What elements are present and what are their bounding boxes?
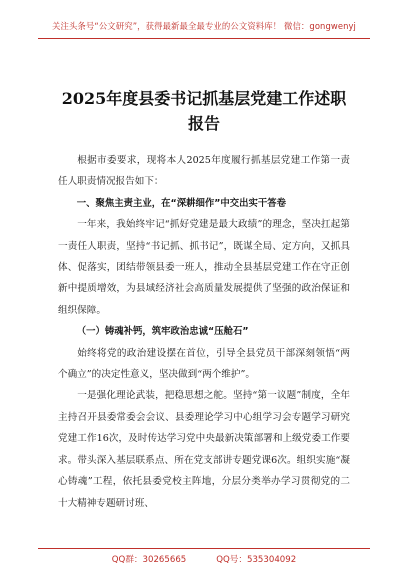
- title-line-2: 报告: [187, 114, 220, 133]
- body-paragraph: 一是强化理论武装，把稳思想之舵。坚持“第一议题”制度，全年主持召开县委常委会会议、县委理论学习中心组学习会专题学习研究党建工作16次，及时传达学习党中央最新决策部署和上级党委工作要求。带头深入基层联系点、所在党支部讲专题党课6次。组织实施“凝心铸魂”工程，依托县委党校主阵地，分层分类举办学习贯彻党的二十大精神专题研讨班、: [58, 390, 350, 509]
- body-paragraph: 一年来，我始终牢记“抓好党建是最大政绩”的理念，坚决扛起第一责任人职责，坚持“书记抓、抓书记”，既谋全局、定方向，又抓具体、促落实，团结带领县委一班人，推动全县基层党建工作在守正创新中提质增效，为县域经济社会高质量发展提供了坚强的政治保证和组织保障。: [58, 219, 350, 316]
- subsection-heading-1: （一）铸魂补钙，筑牢政治忠诚“压舱石”: [76, 326, 249, 338]
- section-heading-1: 一、聚焦主责主业，在“深耕细作”中交出实干答卷: [76, 197, 286, 209]
- document-body: [58, 150, 350, 514]
- body-paragraph: 始终将党的政治建设摆在首位，引导全县党员干部深刻领悟“两个确立”的决定性意义，坚决做到“两个维护”。: [58, 347, 350, 381]
- footer-divider: [38, 548, 370, 549]
- page-footer: [38, 553, 370, 565]
- footer-qq-group: QQ群：30265665: [111, 555, 187, 565]
- footer-qq-number: QQ号：535304092: [216, 555, 297, 565]
- title-line-1: 2025年度县委书记抓基层党建工作述职: [61, 89, 347, 108]
- header-divider: [38, 38, 370, 39]
- intro-paragraph: 根据市委要求，现将本人2025年度履行抓基层党建工作第一责任人职责情况报告如下：: [58, 155, 350, 188]
- document-title: [44, 86, 364, 136]
- page-header-banner: 关注头条号“公文研究”，获得最新最全最专业的公文资料库！ 微信：gongwenyj: [52, 21, 356, 31]
